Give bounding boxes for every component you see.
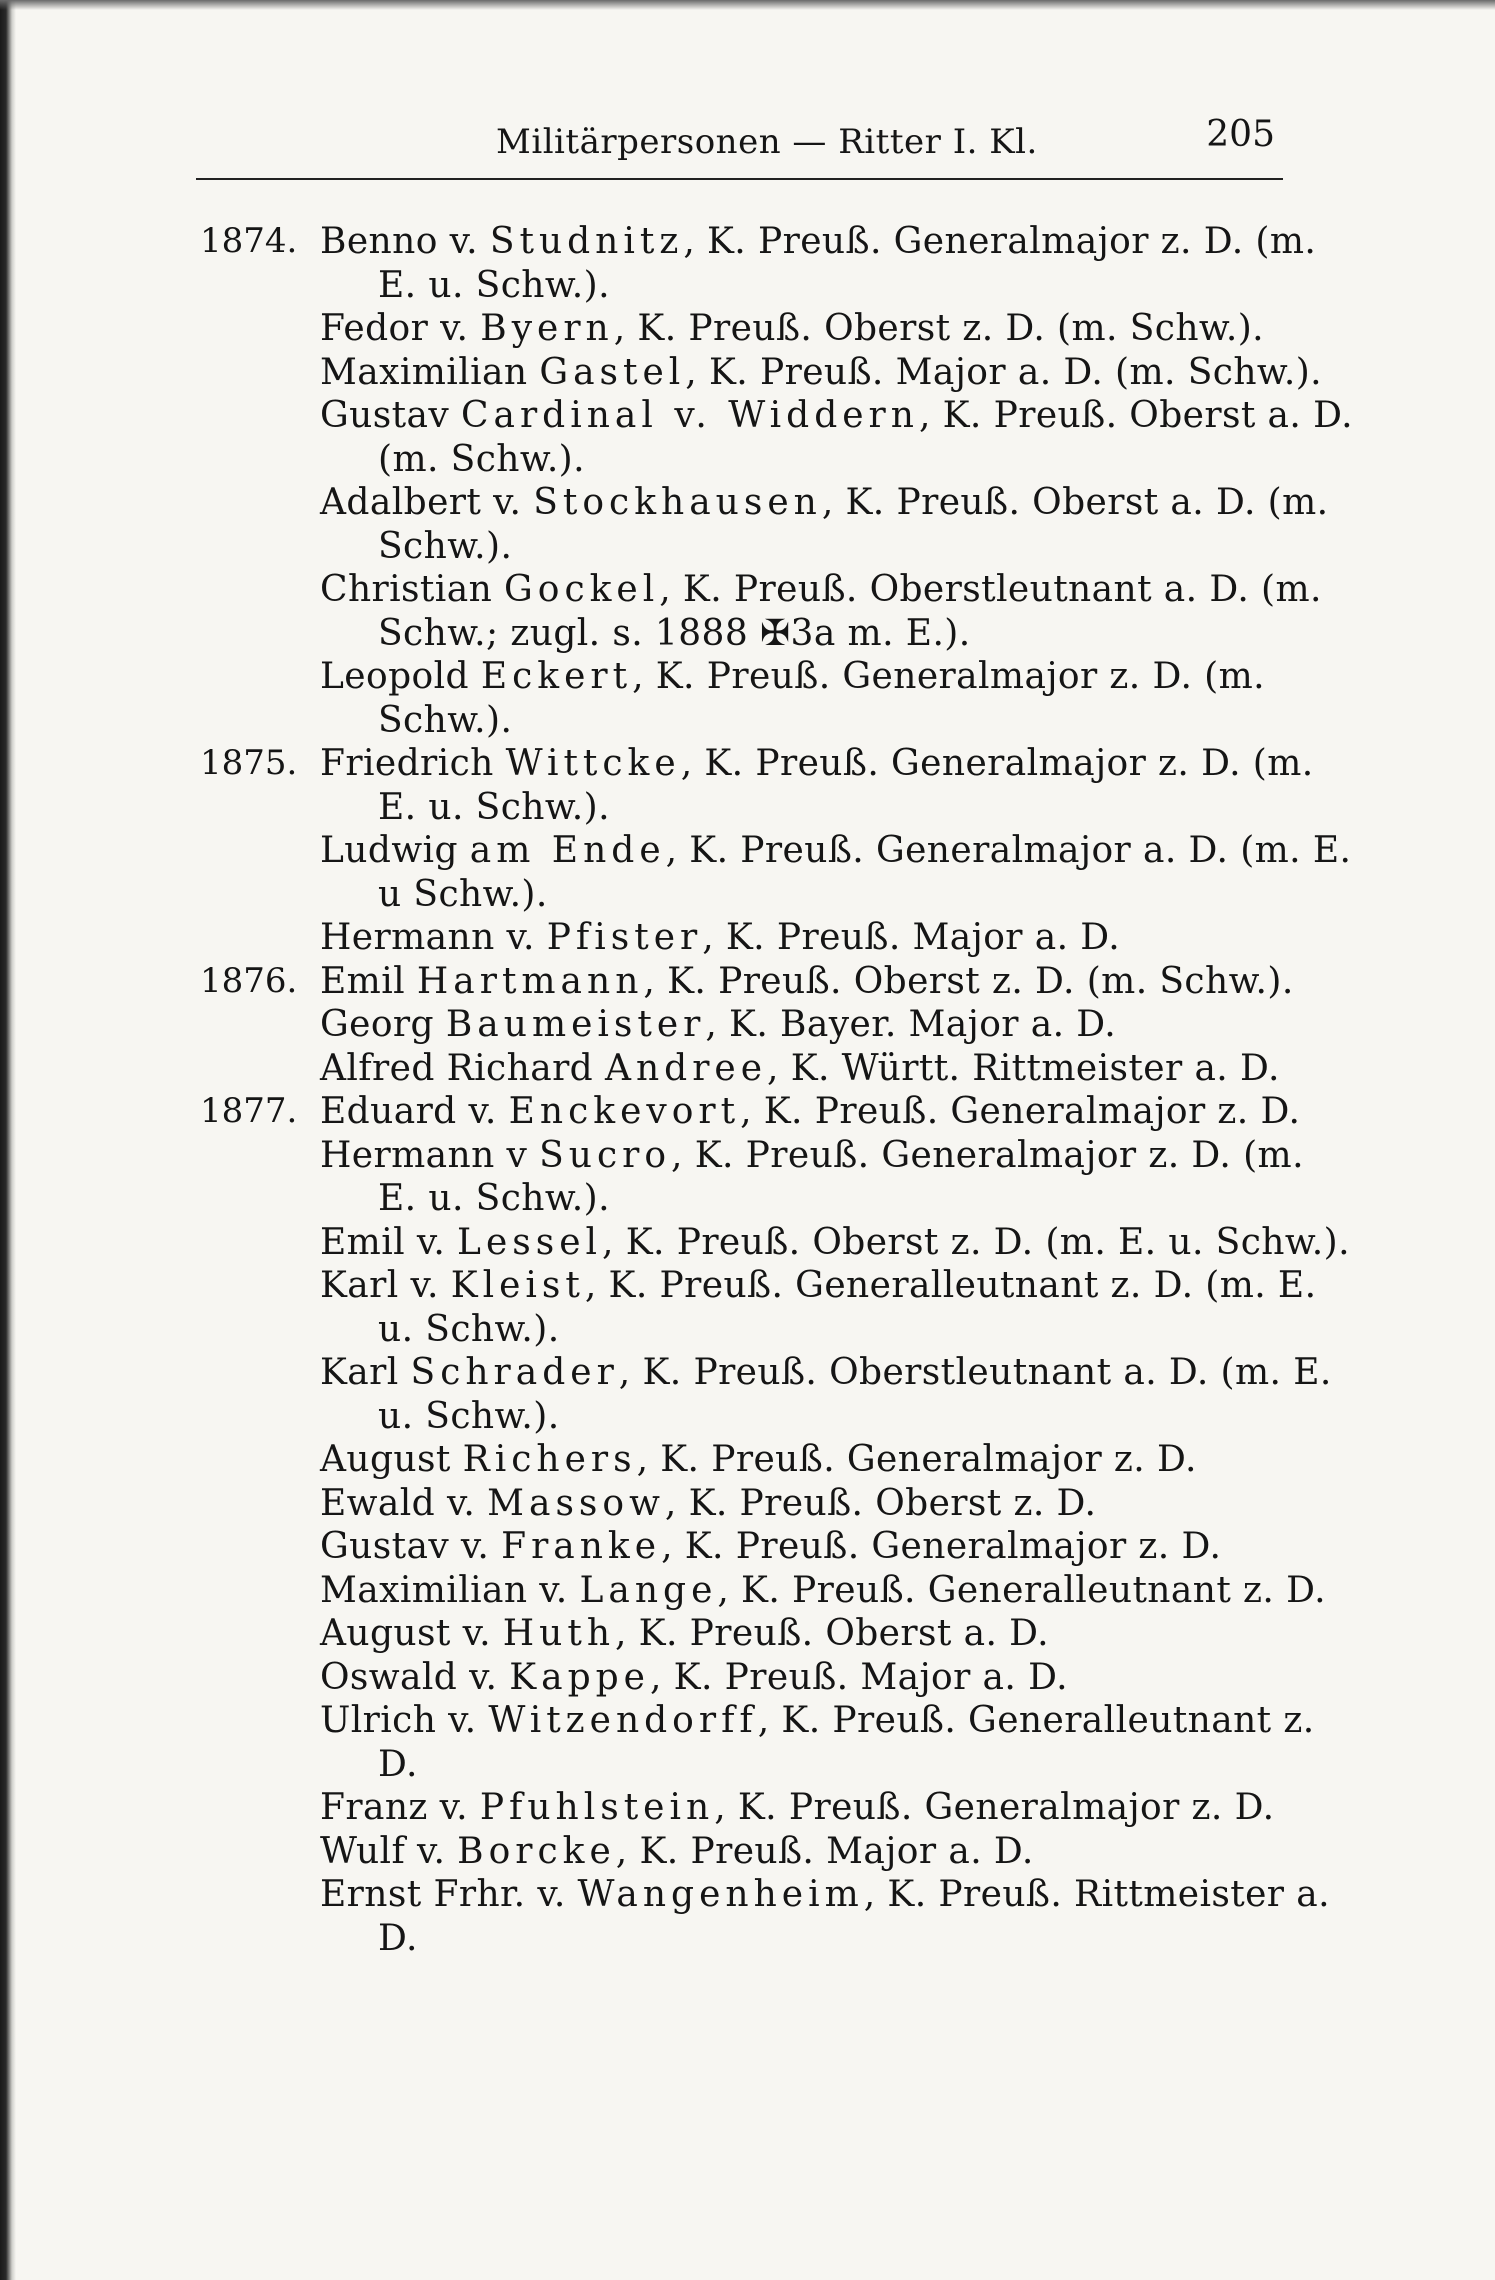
entry-surname: Baumeister bbox=[445, 1004, 706, 1045]
register-entry bbox=[320, 481, 1353, 568]
entry-surname: Cardinal v. Widdern bbox=[460, 395, 919, 436]
entry-rank-details: , K. Preuß. Generalmajor z. D. (m. E. u. Schw.). bbox=[378, 221, 1317, 306]
year-label: 1874. bbox=[200, 221, 298, 261]
entry-given-name: Karl bbox=[320, 1352, 399, 1393]
entry-surname: Pfister bbox=[546, 917, 703, 958]
entry-surname: Schrader bbox=[410, 1352, 619, 1393]
entry-surname: Witzendorff bbox=[488, 1700, 758, 1741]
register-entry bbox=[320, 1699, 1353, 1786]
entry-given-name: Maximilian v. bbox=[320, 1569, 568, 1611]
entry-given-name: Adalbert v. bbox=[320, 482, 522, 523]
entry-rank-details: , K. Preuß. Major a. D. (m. Schw.). bbox=[685, 351, 1323, 393]
entry-surname: Pfuhlstein bbox=[479, 1787, 715, 1828]
entry-given-name: Gustav v. bbox=[320, 1526, 490, 1567]
year-group bbox=[0, 1090, 1495, 1960]
year-group bbox=[0, 742, 1495, 960]
register-entry bbox=[320, 1612, 1353, 1656]
entry-rank-details: , K. Preuß. Oberst z. D. bbox=[664, 1482, 1097, 1524]
entry-rank-details: , K. Preuß. Generalmajor a. D. (m. E. u Schw.). bbox=[378, 830, 1352, 915]
entry-given-name: Ulrich v. bbox=[320, 1700, 477, 1741]
entry-given-name: Oswald v. bbox=[320, 1656, 498, 1698]
register-entry bbox=[320, 568, 1353, 655]
entry-surname: Sucro bbox=[539, 1134, 672, 1176]
entry-rank-details: , K. Preuß. Generalleutnant z. D. bbox=[378, 1700, 1315, 1785]
entry-given-name: Georg bbox=[320, 1004, 434, 1045]
entry-given-name: Leopold bbox=[320, 656, 469, 697]
entry-rank-details: , K. Preuß. Generalmajor z. D. (m. E. u. Schw.). bbox=[378, 743, 1314, 828]
entry-rank-details: , K. Preuß. Major a. D. bbox=[615, 1830, 1034, 1872]
entry-given-name: August v. bbox=[320, 1613, 491, 1654]
entry-rank-details: , K. Bayer. Major a. D. bbox=[705, 1004, 1117, 1045]
entry-given-name: Gustav bbox=[320, 395, 450, 436]
entry-given-name: Emil bbox=[320, 960, 406, 1002]
entry-surname: Richers bbox=[462, 1439, 637, 1480]
entry-rank-details: , K. Preuß. Generalmajor z. D. bbox=[661, 1526, 1222, 1567]
page-header bbox=[196, 108, 1283, 180]
entry-rank-details: , K. Württ. Rittmeister a. D. bbox=[767, 1047, 1280, 1089]
register-entry bbox=[320, 960, 1353, 1004]
register-entry bbox=[320, 1438, 1353, 1482]
entry-surname: Huth bbox=[502, 1613, 615, 1654]
register-entry bbox=[320, 1482, 1353, 1526]
running-title: Militärpersonen — Ritter I. Kl. bbox=[496, 122, 1038, 162]
register-entry bbox=[320, 394, 1353, 481]
year-group bbox=[0, 220, 1495, 742]
entry-rank-details: , K. Preuß. Oberstleutnant a. D. (m. E. u. Schw.). bbox=[378, 1352, 1332, 1437]
entry-rank-details: , K. Preuß. Oberst a. D. (m. Schw.). bbox=[378, 395, 1353, 480]
entry-rank-details: , K. Preuß. Major a. D. bbox=[650, 1656, 1068, 1698]
entry-rank-details: , K. Preuß. Major a. D. bbox=[702, 917, 1121, 958]
register-entry bbox=[320, 829, 1353, 916]
register-entry bbox=[320, 1830, 1353, 1874]
entry-rank-details: , K. Preuß. Rittmeister a. D. bbox=[378, 1874, 1330, 1959]
entry-rank-details: , K. Preuß. Oberst a. D. bbox=[615, 1613, 1049, 1654]
entry-rank-details: , K. Preuß. Generalmajor z. D. bbox=[714, 1787, 1275, 1828]
entry-surname: Hartmann bbox=[416, 960, 644, 1002]
entry-surname: Wittcke bbox=[505, 743, 681, 784]
entry-rank-details: , K. Preuß. Oberst z. D. (m. Schw.). bbox=[613, 308, 1265, 349]
entry-given-name: Franz v. bbox=[320, 1787, 468, 1828]
entry-given-name: Ludwig bbox=[320, 830, 458, 871]
entry-surname: Borcke bbox=[457, 1830, 616, 1872]
entry-surname: Eckert bbox=[480, 656, 633, 697]
register-entry bbox=[320, 1525, 1353, 1569]
register-entry bbox=[320, 655, 1353, 742]
register-entry bbox=[320, 307, 1353, 351]
register-entry bbox=[320, 1264, 1353, 1351]
entry-given-name: Christian bbox=[320, 569, 493, 610]
year-group bbox=[0, 960, 1495, 1091]
entry-given-name: Friedrich bbox=[320, 743, 494, 784]
entry-surname: Enckevort bbox=[508, 1091, 741, 1132]
register-entry bbox=[320, 916, 1353, 960]
page-number: 205 bbox=[1206, 114, 1275, 155]
entry-given-name: Ewald v. bbox=[320, 1482, 476, 1524]
entry-surname: Gastel bbox=[539, 351, 686, 393]
entry-rank-details: , K. Preuß. Oberst a. D. (m. Schw.). bbox=[378, 482, 1329, 567]
register-entry bbox=[320, 351, 1353, 395]
entry-surname: Massow bbox=[487, 1482, 665, 1524]
entry-surname: Lessel bbox=[457, 1221, 603, 1263]
entry-surname: Stockhausen bbox=[533, 482, 822, 523]
entry-surname: Andree bbox=[604, 1047, 768, 1089]
entry-given-name: Fedor v. bbox=[320, 308, 469, 349]
entry-given-name: Wulf v. bbox=[320, 1830, 446, 1872]
register-entry bbox=[320, 1134, 1353, 1221]
register-entry bbox=[320, 1003, 1353, 1047]
register-entry bbox=[320, 1873, 1353, 1960]
entry-rank-details: , K. Preuß. Oberst z. D. (m. Schw.). bbox=[643, 960, 1294, 1002]
entry-rank-details: , K. Preuß. Oberst z. D. (m. E. u. Schw.). bbox=[602, 1221, 1350, 1263]
entry-surname: Wangenheim bbox=[577, 1874, 864, 1915]
entry-rank-details: , K. Preuß. Generalmajor z. D. (m. E. u. Schw.). bbox=[378, 1134, 1304, 1219]
entry-given-name: Eduard v. bbox=[320, 1091, 497, 1132]
entry-given-name: Ernst Frhr. v. bbox=[320, 1874, 566, 1915]
entry-surname: am Ende bbox=[469, 830, 666, 871]
entry-rank-details: , K. Preuß. Generalmajor z. D. (m. Schw.). bbox=[378, 656, 1265, 741]
entry-surname: Lange bbox=[579, 1569, 718, 1611]
year-label: 1876. bbox=[200, 960, 298, 1001]
entry-surname: Byern bbox=[480, 308, 614, 349]
entry-given-name: Hermann v bbox=[320, 1134, 528, 1176]
scan-top-edge bbox=[0, 0, 1495, 10]
register-entry bbox=[320, 1569, 1353, 1613]
register-entry bbox=[320, 1656, 1353, 1700]
register-entry bbox=[320, 1090, 1353, 1134]
entry-given-name: Benno v. bbox=[320, 221, 478, 262]
register-entry bbox=[320, 1351, 1353, 1438]
entry-given-name: Maximilian bbox=[320, 351, 528, 393]
register-entry bbox=[320, 220, 1353, 307]
entry-surname: Kleist bbox=[450, 1265, 585, 1306]
entry-rank-details: , K. Preuß. Generalleutnant z. D. bbox=[717, 1569, 1326, 1611]
year-label: 1877. bbox=[200, 1091, 298, 1131]
register-entry bbox=[320, 742, 1353, 829]
entry-surname: Gockel bbox=[504, 569, 660, 610]
entry-surname: Studnitz bbox=[489, 221, 684, 262]
entry-given-name: August bbox=[320, 1439, 451, 1480]
register-entry bbox=[320, 1047, 1353, 1091]
entry-rank-details: , K. Preuß. Generalleutnant z. D. (m. E. u. Schw.). bbox=[378, 1265, 1317, 1350]
entry-given-name: Alfred Richard bbox=[320, 1047, 594, 1089]
entry-rank-details: , K. Preuß. Generalmajor z. D. bbox=[740, 1091, 1301, 1132]
entry-given-name: Hermann v. bbox=[320, 917, 535, 958]
entry-rank-details: , K. Preuß. Oberstleutnant a. D. (m. Schw.; zugl. s. 1888 ✠3a m. E.). bbox=[378, 569, 1322, 654]
year-label: 1875. bbox=[200, 743, 298, 783]
entry-given-name: Karl v. bbox=[320, 1265, 439, 1306]
entry-rank-details: , K. Preuß. Generalmajor z. D. bbox=[636, 1439, 1197, 1480]
register-entry bbox=[320, 1786, 1353, 1830]
entry-surname: Franke bbox=[501, 1526, 662, 1567]
entry-surname: Kappe bbox=[509, 1656, 650, 1698]
entry-given-name: Emil v. bbox=[320, 1221, 446, 1263]
entry-list bbox=[0, 220, 1495, 1960]
register-entry bbox=[320, 1221, 1353, 1265]
